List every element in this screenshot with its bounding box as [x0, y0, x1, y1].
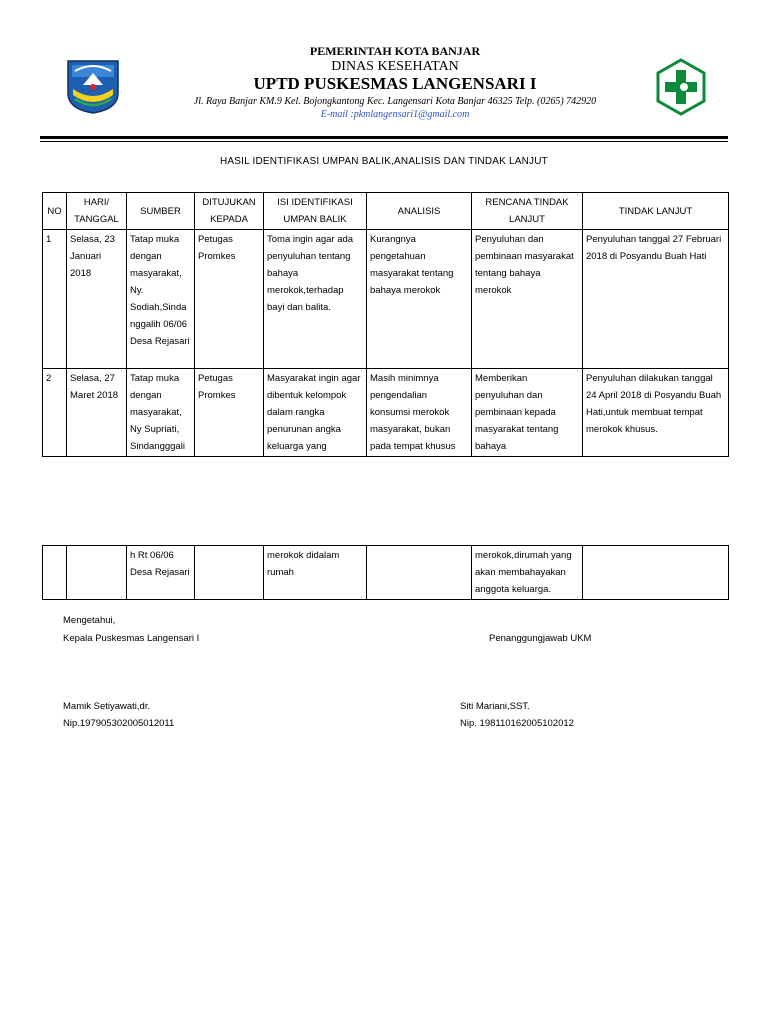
header-rencana: RENCANA TINDAK LANJUT [472, 193, 583, 230]
cell-tindak [583, 546, 729, 600]
cell-isi: Masyarakat ingin agar dibentuk kelompok dalam rangka penurunan angka keluarga yang [264, 369, 367, 457]
cell-analisis: Kurangnya pengetahuan masyarakat tentang bahaya merokok [367, 230, 472, 369]
header-tanggal: HARI/ TANGGAL [67, 193, 127, 230]
cell-sumber: Tatap muka dengan masyarakat, Ny Supriati, Sindangggali [127, 369, 195, 457]
head-nip: Nip.197905302005012011 [63, 718, 175, 729]
cell-rencana: Memberikan penyuluhan dan pembinaan kepada masyarakat tentang bahaya [472, 369, 583, 457]
cell-analisis [367, 546, 472, 600]
cell-tanggal: Selasa, 27 Maret 2018 [67, 369, 127, 457]
table-row [43, 369, 729, 457]
table-header-row [43, 193, 729, 230]
header-no: NO [43, 193, 67, 230]
feedback-table [42, 192, 729, 457]
cell-isi: Toma ingin agar ada penyuluhan tentang bahaya merokok,terhadap bayi dan balita. [264, 230, 367, 369]
feedback-table-continuation [42, 545, 729, 600]
ukm-name: Siti Mariani,SST. [460, 701, 530, 712]
cell-tindak: Penyuluhan tanggal 27 Februari 2018 di Posyandu Buah Hati [583, 230, 729, 369]
table-row [43, 546, 729, 600]
table-row [43, 230, 729, 369]
cell-sumber: Tatap muka dengan masyarakat, Ny. Sodiah,Sindanggalih 06/06 Desa Rejasari [127, 230, 195, 369]
ukm-nip: Nip. 198110162005102012 [460, 718, 574, 729]
header-analisis: ANALISIS [367, 193, 472, 230]
cell-rencana: Penyuluhan dan pembinaan masyarakat tentang bahaya merokok [472, 230, 583, 369]
header-divider-thick [40, 136, 728, 139]
cell-tanggal: Selasa, 23 Januari 2018 [67, 230, 127, 369]
cell-no [43, 546, 67, 600]
cell-tanggal [67, 546, 127, 600]
header-agency: DINAS KESEHATAN [331, 59, 459, 74]
header-government: PEMERINTAH KOTA BANJAR [309, 44, 481, 58]
header-institution: UPTD PUSKESMAS LANGENSARI I [253, 74, 537, 93]
puskesmas-cross-icon [655, 58, 707, 116]
header-address: Jl. Raya Banjar KM.9 Kel. Bojongkantong Kec. Langensari Kota Banjar 46325 Telp. (0265) 742920 [193, 96, 597, 107]
ukm-role: Penanggungjawab UKM [489, 633, 592, 644]
cell-tindak: Penyuluhan dilakukan tanggal 24 April 2018 di Posyandu Buah Hati,untuk membuat tempat merokok khusus. [583, 369, 729, 457]
header-kepada: DITUJUKAN KEPADA [195, 193, 264, 230]
header-tindak: TINDAK LANJUT [583, 193, 729, 230]
cell-isi: merokok didalam rumah [264, 546, 367, 600]
document-title: HASIL IDENTIFIKASI UMPAN BALIK,ANALISIS DAN TINDAK LANJUT [220, 156, 548, 167]
cell-sumber: h Rt 06/06 Desa Rejasari [127, 546, 195, 600]
cell-kepada [195, 546, 264, 600]
header-email[interactable]: E-mail :pkmlangensari1@gmail.com [320, 109, 470, 120]
cell-kepada: Petugas Promkes [195, 230, 264, 369]
cell-kepada: Petugas Promkes [195, 369, 264, 457]
header-sumber: SUMBER [127, 193, 195, 230]
cell-analisis: Masih minimnya pengendalian konsumsi merokok masyarakat, bukan pada tempat khusus [367, 369, 472, 457]
city-emblem-icon [63, 57, 123, 115]
head-name: Mamik Setiyawati,dr. [63, 701, 151, 712]
header-isi: ISI IDENTIFIKASI UMPAN BALIK [264, 193, 367, 230]
cell-no: 2 [43, 369, 67, 457]
acknowledged-label: Mengetahui, [63, 615, 116, 626]
cell-no: 1 [43, 230, 67, 369]
cell-rencana: merokok,dirumah yang akan membahayakan anggota keluarga. [472, 546, 583, 600]
head-role: Kepala Puskesmas Langensari I [63, 633, 200, 644]
header-divider-thin [40, 141, 728, 142]
